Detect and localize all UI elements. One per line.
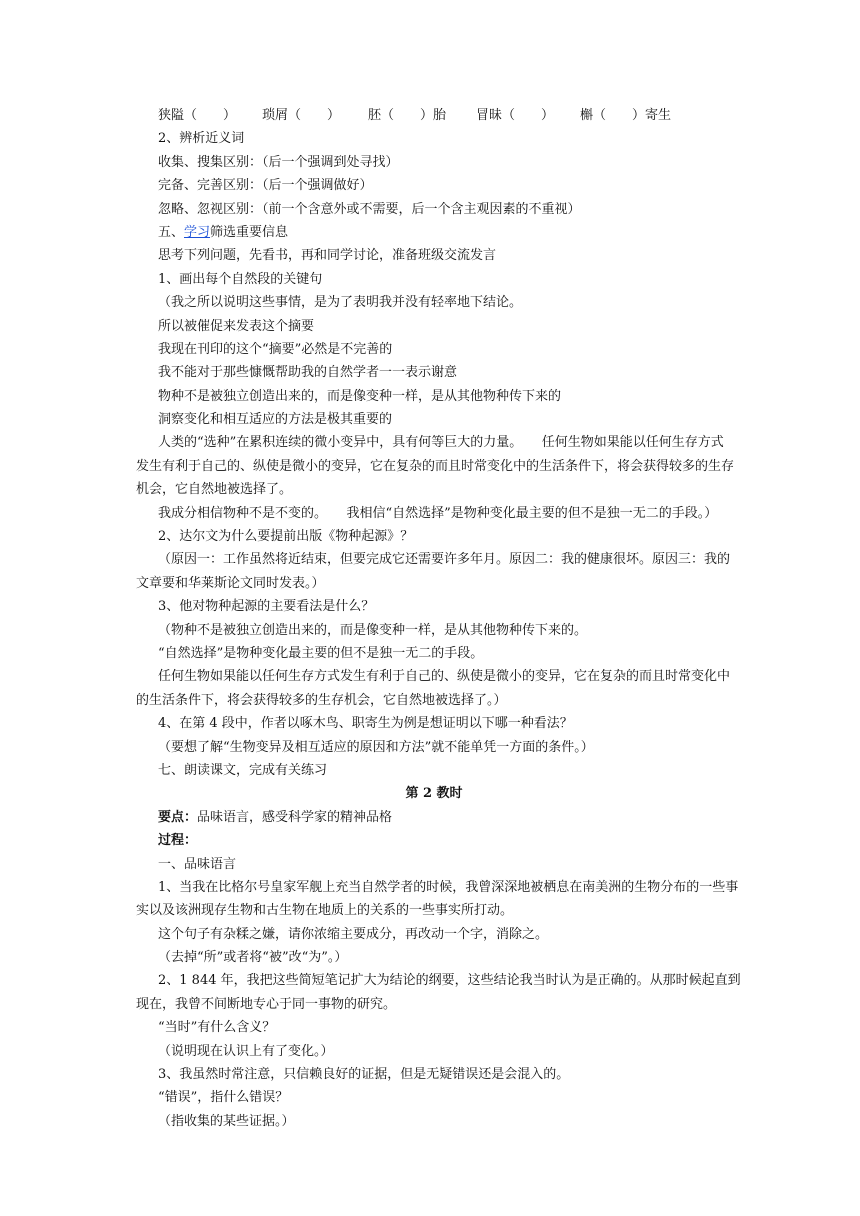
question-line: “错误”，指什么错误？ — [158, 1090, 289, 1106]
question-line: 这个句子有杂糅之嫌，请你浓缩主要成分，再改动一个字，消除之。 — [158, 926, 549, 942]
example-line: 3、我虽然时常注意，只信赖良好的证据，但是无疑错误还是会混入的。 — [158, 1067, 570, 1083]
answer-line: “自然选择”是物种变化最主要的但不是独一无二的手段。 — [158, 645, 484, 661]
answer-line: 文章要和华莱斯论文同时发表。） — [136, 575, 325, 591]
lesson-title: 第 2 教时 — [405, 786, 463, 802]
vocab-line — [158, 104, 732, 127]
vocab-item: 槲（ ）寄生 — [580, 108, 672, 123]
study-link[interactable]: 学习 — [184, 224, 211, 240]
answer-line: 我现在刊印的这个“摘要”必然是不完善的 — [158, 341, 393, 357]
paragraph-line: 忽略、忽视区别：（前一个含意外或不需要，后一个含主观因素的不重视） — [158, 201, 581, 217]
paragraph-line: 完备、完善区别：（后一个强调做好） — [158, 178, 373, 194]
answer-line: 机会，它自然地被选择了。 — [136, 482, 293, 498]
answer-line: （原因一：工作虽然将近结束，但要完成它还需要许多年月。原因二：我的健康很坏。原因三：我的 — [158, 552, 731, 568]
answer-line: 我成分相信物种不是不变的。 我相信“自然选择”是物种变化最主要的但不是独一无二的手段。） — [158, 505, 718, 521]
answer-line: 物种不是被独立创造出来的，而是像变种一样，是从其他物种传下来的 — [158, 388, 562, 404]
example-line: 实以及该洲现存生物和古生物在地质上的关系的一些事实所打动。 — [136, 903, 514, 919]
answer-line: （我之所以说明这些事情，是为了表明我并没有轻率地下结论。 — [158, 295, 523, 311]
answer-line: 人类的“选种”在累积连续的微小变异中，具有何等巨大的力量。 任何生物如果能以任何生存方式 — [158, 435, 724, 451]
answer-line: （物种不是被独立创造出来的，而是像变种一样，是从其他物种传下来的。 — [158, 622, 588, 638]
paragraph-line: 思考下列问题，先看书，再和同学讨论，准备班级交流发言 — [158, 248, 497, 264]
paragraph-line: 收集、搜集区别：（后一个强调到处寻找） — [158, 154, 399, 170]
document-body — [136, 104, 741, 1133]
question-line: “当时”有什么含义？ — [158, 1020, 276, 1036]
answer-line: 我不能对于那些慷慨帮助我的自然学者一一表示谢意 — [158, 365, 458, 381]
vocab-item: 狭隘（ ） — [158, 108, 237, 123]
section-heading: 2、辨析近义词 — [158, 131, 245, 147]
key-text: 品味语言，感受科学家的精神品格 — [197, 809, 393, 825]
answer-line: （指收集的某些证据。） — [158, 1113, 295, 1129]
answer-line: 发生有利于自己的、纵使是微小的变异，它在复杂的而且时常变化中的生活条件下，将会获得较多的生存 — [136, 458, 735, 474]
question-line: 1、画出每个自然段的关键句 — [158, 271, 323, 287]
example-line: 1、当我在比格尔号皇家军舰上充当自然学者的时候，我曾深深地被栖息在南美洲的生物分布的一些事 — [158, 879, 739, 895]
key-points — [158, 806, 732, 829]
vocab-item: 琐屑（ ） — [262, 108, 341, 123]
answer-line: （说明现在认识上有了变化。） — [158, 1043, 334, 1059]
answer-line: 任何生物如果能以任何生存方式发生有利于自己的、纵使是微小的变异，它在复杂的而且时常变化中 — [158, 669, 731, 685]
section-heading: 五、学习筛选重要信息 — [158, 224, 289, 240]
question-line: 2、达尔文为什么要提前出版《物种起源》？ — [158, 529, 414, 545]
example-line: 现在，我曾不间断地专心于同一事物的研究。 — [136, 996, 397, 1012]
question-line: 4、在第 4 段中，作者以啄木鸟、职寄生为例是想证明以下哪一种看法？ — [158, 716, 573, 732]
key-label: 要点： — [158, 809, 198, 825]
answer-line: （要想了解“生物变异及相互适应的原因和方法”就不能单凭一方面的条件。） — [158, 739, 594, 755]
section-heading: 七、朗读课文，完成有关练习 — [158, 762, 328, 778]
process-label: 过程： — [158, 833, 198, 849]
answer-line: 的生活条件下，将会获得较多的生存机会，它自然地被选择了。） — [136, 692, 507, 708]
section-heading: 一、品味语言 — [158, 856, 237, 872]
example-line: 2、1 844 年，我把这些简短笔记扩大为结论的纲要，这些结论我当时认为是正确的。从那时候起直到 — [158, 973, 741, 989]
answer-line: （去掉“所”或者将“被”改“为”。） — [158, 950, 348, 966]
question-line: 3、他对物种起源的主要看法是什么？ — [158, 599, 375, 615]
answer-line: 洞察变化和相互适应的方法是极其重要的 — [158, 412, 393, 428]
answer-line: 所以被催促来发表这个摘要 — [158, 318, 315, 334]
vocab-item: 胚（ ）胎 — [368, 108, 447, 123]
vocab-item: 冒昧（ ） — [476, 108, 555, 123]
